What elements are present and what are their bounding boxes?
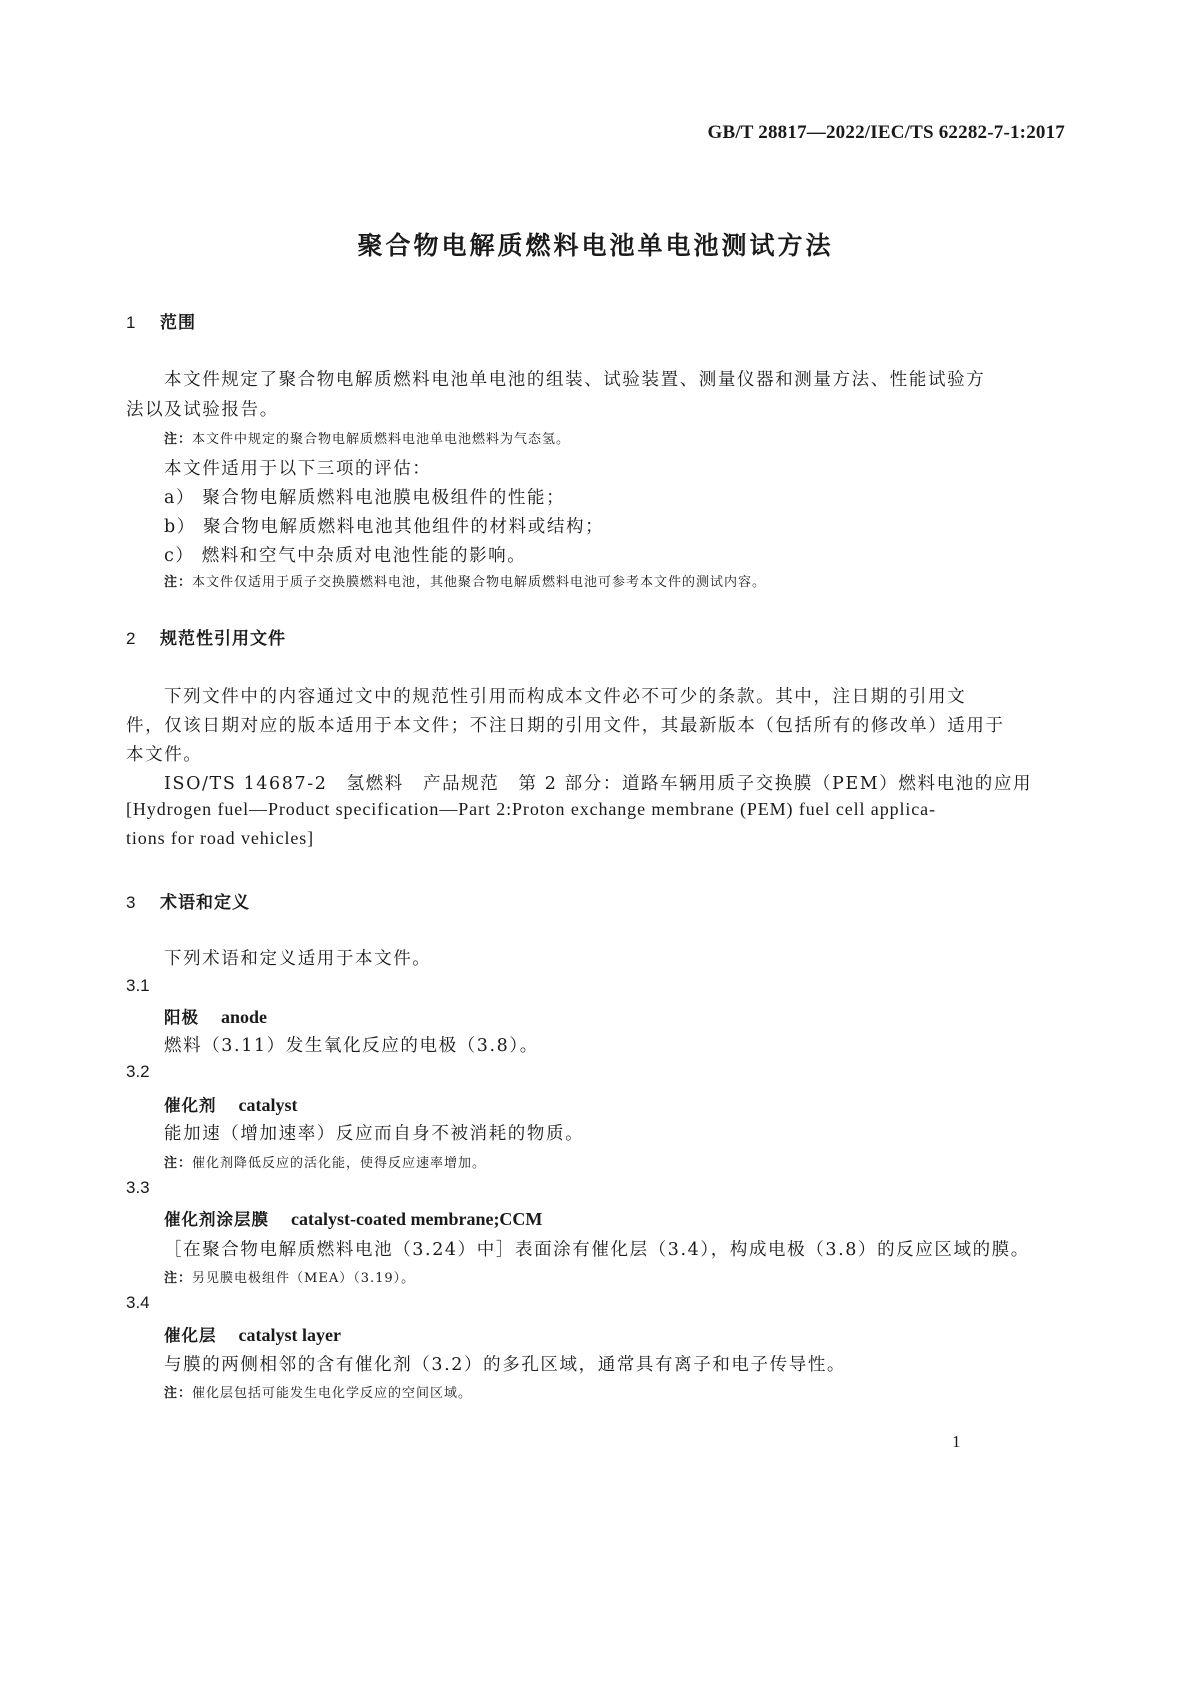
normative-reference-line-3: tions for road vehicles] [126, 828, 315, 848]
term-en: catalyst [238, 1095, 298, 1115]
list-item-label: b） [164, 517, 196, 537]
section-2-title: 规范性引用文件 [160, 629, 286, 649]
term-3-2-title [164, 1092, 297, 1116]
term-zh: 阳极 [164, 1008, 199, 1027]
section-2-para-line-2: 件，仅该日期对应的版本适用于本文件；不注日期的引用文件，其最新版本（包括所有的修改单）适用于 [126, 716, 1005, 736]
section-3-heading [126, 888, 250, 913]
note-text: 本文件仅适用于质子交换膜燃料电池，其他聚合物电解质燃料电池可参考本文件的测试内容。 [192, 575, 767, 590]
note-text: 另见膜电极组件（MEA）（3.19）。 [192, 1271, 416, 1286]
term-en: catalyst layer [238, 1325, 341, 1345]
term-zh: 催化剂涂层膜 [164, 1210, 269, 1229]
section-1-para-line-2: 法以及试验报告。 [126, 400, 279, 420]
document-title: 聚合物电解质燃料电池单电池测试方法 [357, 231, 834, 260]
term-3-4-number: 3.4 [126, 1293, 150, 1312]
term-3-4-title [164, 1322, 341, 1346]
list-item-b [164, 513, 604, 538]
term-zh: 催化层 [164, 1326, 217, 1345]
section-3-number: 3 [126, 893, 137, 912]
note-text: 催化剂降低反应的活化能，使得反应速率增加。 [192, 1156, 487, 1171]
note-text: 催化层包括可能发生电化学反应的空间区域。 [192, 1386, 473, 1401]
section-1-heading [126, 308, 196, 333]
note-label: 注： [164, 1271, 193, 1286]
term-3-2-definition: 能加速（增加速率）反应而自身不被消耗的物质。 [164, 1124, 585, 1144]
list-item-text: 聚合物电解质燃料电池膜电极组件的性能； [202, 488, 566, 508]
page-number: 1 [952, 1432, 961, 1451]
section-1-number: 1 [126, 313, 137, 332]
list-item-text: 燃料和空气中杂质对电池性能的影响。 [201, 546, 527, 566]
section-2-para-line-1: 下列文件中的内容通过文中的规范性引用而构成本文件必不可少的条款。其中，注日期的引用文 [164, 687, 967, 707]
section-3-intro: 下列术语和定义适用于本文件。 [164, 949, 432, 969]
note-label: 注： [164, 575, 193, 590]
term-en: anode [221, 1007, 268, 1027]
section-1-note-1 [164, 428, 570, 447]
list-item-label: c） [164, 546, 195, 566]
normative-reference-line-2: [Hydrogen fuel—Product specification—Part 2:Proton exchange membrane (PEM) fuel cell applica- [126, 799, 936, 819]
section-2-heading [126, 624, 286, 649]
list-item-label: a） [164, 488, 196, 508]
section-2-para-line-3: 本文件。 [126, 745, 203, 765]
section-1-intro: 本文件适用于以下三项的评估： [164, 459, 432, 479]
term-3-1-title [164, 1004, 267, 1028]
note-label: 注： [164, 1386, 193, 1401]
term-3-3-definition: ［在聚合物电解质燃料电池（3.24）中］表面涂有催化层（3.4），构成电极（3.8）的反应区域的膜。 [164, 1240, 1030, 1260]
note-label: 注： [164, 1156, 193, 1171]
term-3-1-definition: 燃料（3.11）发生氧化反应的电极（3.8）。 [164, 1036, 539, 1056]
term-3-1-number: 3.1 [126, 976, 150, 995]
term-3-4-note [164, 1382, 472, 1401]
term-3-2-number: 3.2 [126, 1062, 150, 1081]
section-2-number: 2 [126, 629, 137, 648]
term-3-3-title [164, 1206, 542, 1230]
normative-reference-line-1: ISO/TS 14687-2 氢燃料 产品规范 第 2 部分：道路车辆用质子交换膜（PEM）燃料电池的应用 [164, 774, 1033, 794]
note-text: 本文件中规定的聚合物电解质燃料电池单电池燃料为气态氢。 [192, 432, 571, 447]
term-3-3-note [164, 1267, 415, 1286]
term-3-4-definition: 与膜的两侧相邻的含有催化剂（3.2）的多孔区域，通常具有离子和电子传导性。 [164, 1355, 847, 1375]
list-item-a [164, 484, 565, 509]
section-1-para-line-1: 本文件规定了聚合物电解质燃料电池单电池的组装、试验装置、测量仪器和测量方法、性能试验方 [164, 370, 986, 390]
section-1-title: 范围 [160, 313, 196, 333]
list-item-text: 聚合物电解质燃料电池其他组件的材料或结构； [203, 517, 605, 537]
list-item-c [164, 542, 526, 567]
section-1-note-2 [164, 571, 766, 590]
standard-code: GB/T 28817—2022/IEC/TS 62282-7-1:2017 [707, 122, 1065, 143]
note-label: 注： [164, 432, 193, 447]
term-3-2-note [164, 1152, 486, 1171]
term-zh: 催化剂 [164, 1096, 217, 1115]
term-3-3-number: 3.3 [126, 1178, 150, 1197]
term-en: catalyst-coated membrane;CCM [291, 1209, 543, 1229]
section-3-title: 术语和定义 [160, 893, 250, 913]
